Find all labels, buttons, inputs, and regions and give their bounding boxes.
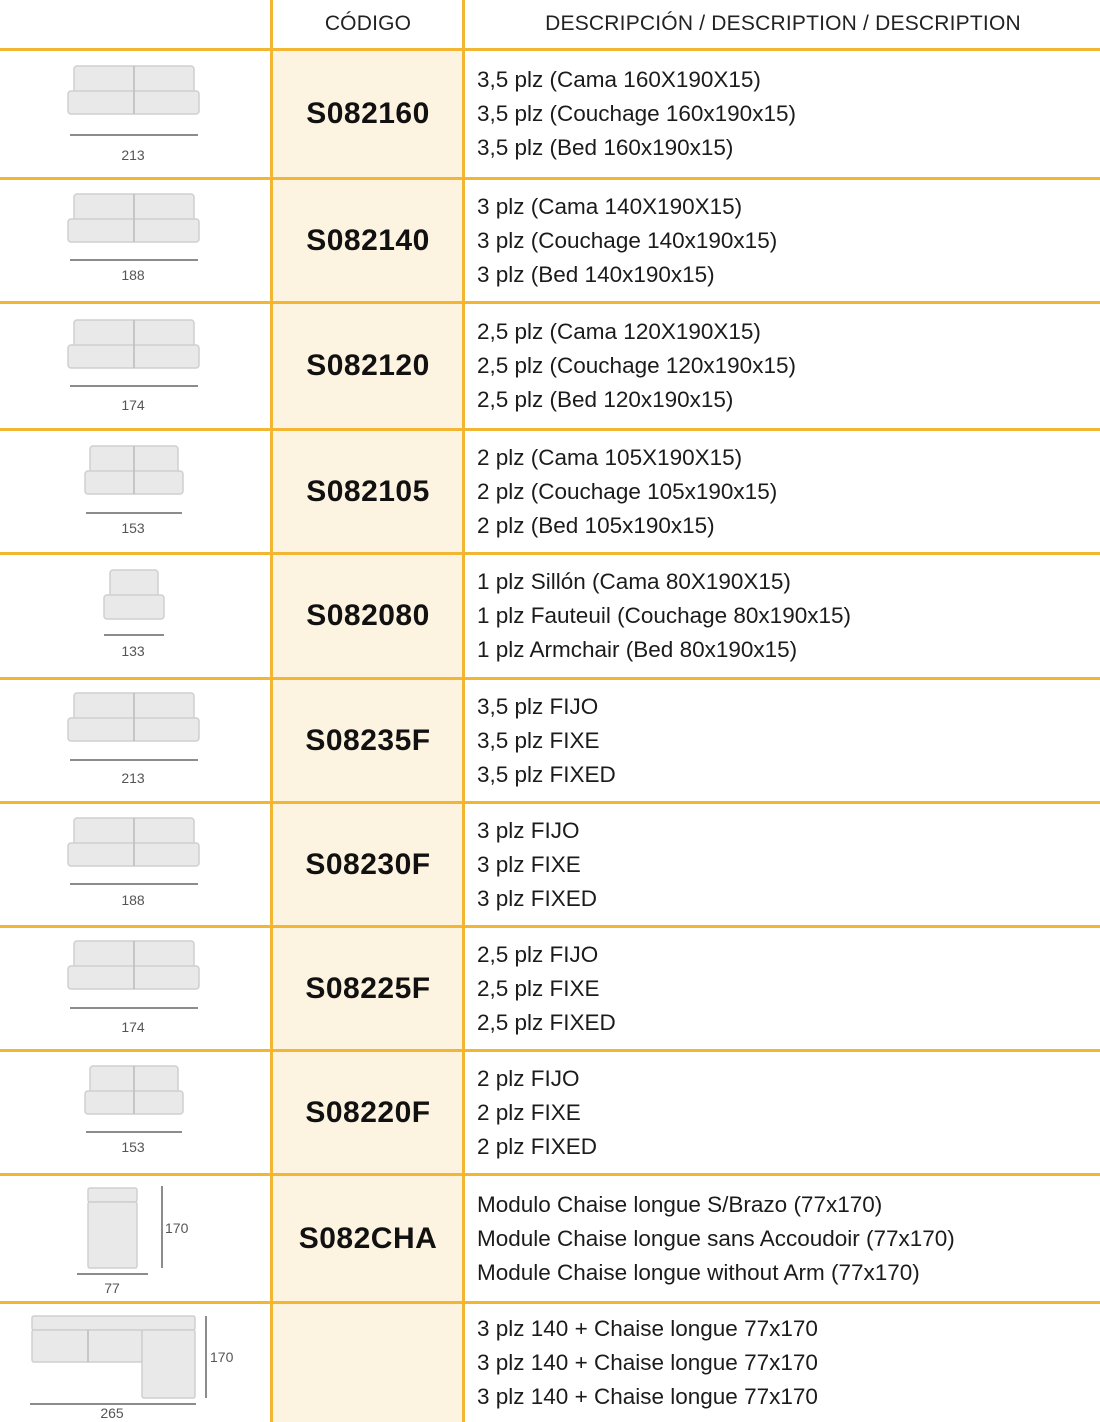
width-dimension: 213 <box>121 770 145 786</box>
description-line: 3 plz FIXE <box>477 851 581 877</box>
width-dimension: 265 <box>100 1405 124 1421</box>
description <box>477 1052 597 1173</box>
product-code: S082105 <box>306 474 430 508</box>
sofa-2-seat-icon <box>0 431 270 552</box>
description <box>477 928 616 1049</box>
width-dimension: 153 <box>121 1139 145 1155</box>
description-line: 1 plz Fauteuil (Couchage 80x190x15) <box>477 603 851 628</box>
description-line: 2 plz FIJO <box>477 1065 580 1091</box>
width-dimension: 174 <box>121 1019 145 1035</box>
description-line: 2 plz (Bed 105x190x15) <box>477 512 715 538</box>
description-line: 2,5 plz (Bed 120x190x15) <box>477 387 734 412</box>
table-row <box>0 180 1100 301</box>
table-row <box>0 431 1100 552</box>
sofa-2-5-seat-icon <box>0 304 270 428</box>
width-dimension: 133 <box>121 643 145 659</box>
table-row <box>0 304 1100 428</box>
description-line: 3,5 plz (Cama 160X190X15) <box>477 67 761 92</box>
description-line: 2 plz (Couchage 105x190x15) <box>477 478 778 504</box>
table-row <box>0 804 1100 925</box>
description-line: Module Chaise longue without Arm (77x170) <box>477 1259 920 1285</box>
table-row <box>0 680 1100 801</box>
table-row <box>0 1304 1100 1422</box>
sofa-2-seat-icon <box>0 1052 270 1173</box>
description-line: 3 plz FIXED <box>477 885 598 911</box>
header-code: CÓDIGO <box>324 12 412 35</box>
description-line: 2,5 plz (Cama 120X190X15) <box>477 319 761 344</box>
description-line: 2,5 plz FIJO <box>477 941 599 967</box>
description-line: 2 plz (Cama 105X190X15) <box>477 444 743 470</box>
table-row <box>0 928 1100 1049</box>
description-line: 2 plz FIXED <box>477 1133 598 1159</box>
sofa-3-seat-icon <box>0 180 270 301</box>
product-code: S082CHA <box>298 1221 438 1255</box>
sofa-2-5-seat-icon <box>0 928 270 1049</box>
product-code: S08225F <box>305 971 431 1005</box>
description-line: 3 plz 140 + Chaise longue 77x170 <box>477 1350 818 1375</box>
corner-sofa-icon <box>0 1304 270 1422</box>
sofa-3-5-seat-icon <box>0 680 270 801</box>
product-code: S08230F <box>305 847 431 881</box>
table-row <box>0 51 1100 177</box>
description <box>477 680 616 801</box>
description-line: 3,5 plz FIXE <box>477 727 600 753</box>
description <box>477 804 597 925</box>
description <box>477 1304 818 1422</box>
width-dimension: 213 <box>121 147 145 163</box>
product-code: S082160 <box>306 97 430 130</box>
table-row <box>0 1176 1100 1301</box>
product-code: S08220F <box>305 1095 431 1129</box>
description-line: Modulo Chaise longue S/Brazo (77x170) <box>477 1191 883 1217</box>
description-line: 2 plz FIXE <box>477 1099 581 1125</box>
description-line: 3,5 plz (Couchage 160x190x15) <box>477 101 796 126</box>
description <box>477 555 851 677</box>
width-dimension: 77 <box>104 1280 120 1296</box>
description-line: 3 plz FIJO <box>477 817 580 843</box>
description-line: 3,5 plz FIXED <box>477 761 616 787</box>
description <box>477 180 777 301</box>
description-line: 2,5 plz (Couchage 120x190x15) <box>477 353 796 378</box>
description-line: 3 plz (Bed 140x190x15) <box>477 261 715 287</box>
product-code: S082120 <box>306 349 430 382</box>
description-line: Module Chaise longue sans Accoudoir (77x170) <box>477 1225 955 1251</box>
description <box>477 431 777 552</box>
product-code: S08235F <box>305 723 431 757</box>
description-line: 2,5 plz FIXED <box>477 1009 616 1035</box>
sofa-3-5-seat-icon <box>0 51 270 177</box>
product-code: S082080 <box>306 599 430 632</box>
description <box>477 304 796 428</box>
width-dimension: 174 <box>121 397 145 413</box>
description-line: 3 plz 140 + Chaise longue 77x170 <box>477 1316 818 1341</box>
description <box>477 1176 955 1301</box>
width-dimension: 188 <box>121 892 145 908</box>
description-line: 1 plz Sillón (Cama 80X190X15) <box>477 569 791 594</box>
description-line: 3 plz 140 + Chaise longue 77x170 <box>477 1384 818 1409</box>
armchair-icon <box>0 555 270 677</box>
width-dimension: 153 <box>121 520 145 536</box>
header-description: DESCRIPCIÓN / DESCRIPTION / DESCRIPTION <box>545 12 1021 35</box>
description-line: 3,5 plz (Bed 160x190x15) <box>477 135 734 160</box>
product-code <box>273 1304 463 1422</box>
depth-dimension: 170 <box>210 1349 234 1365</box>
description-line: 3,5 plz FIJO <box>477 693 599 719</box>
table-row <box>0 1052 1100 1173</box>
description <box>477 51 796 177</box>
table-row <box>0 555 1100 677</box>
description-line: 3 plz (Cama 140X190X15) <box>477 193 743 219</box>
width-dimension: 188 <box>121 267 145 283</box>
sofa-3-seat-icon <box>0 804 270 925</box>
description-line: 2,5 plz FIXE <box>477 975 600 1001</box>
product-code: S082140 <box>306 223 430 257</box>
description-line: 1 plz Armchair (Bed 80x190x15) <box>477 637 798 662</box>
chaise-longue-icon <box>0 1176 270 1301</box>
description-line: 3 plz (Couchage 140x190x15) <box>477 227 778 253</box>
depth-dimension: 170 <box>165 1220 189 1236</box>
